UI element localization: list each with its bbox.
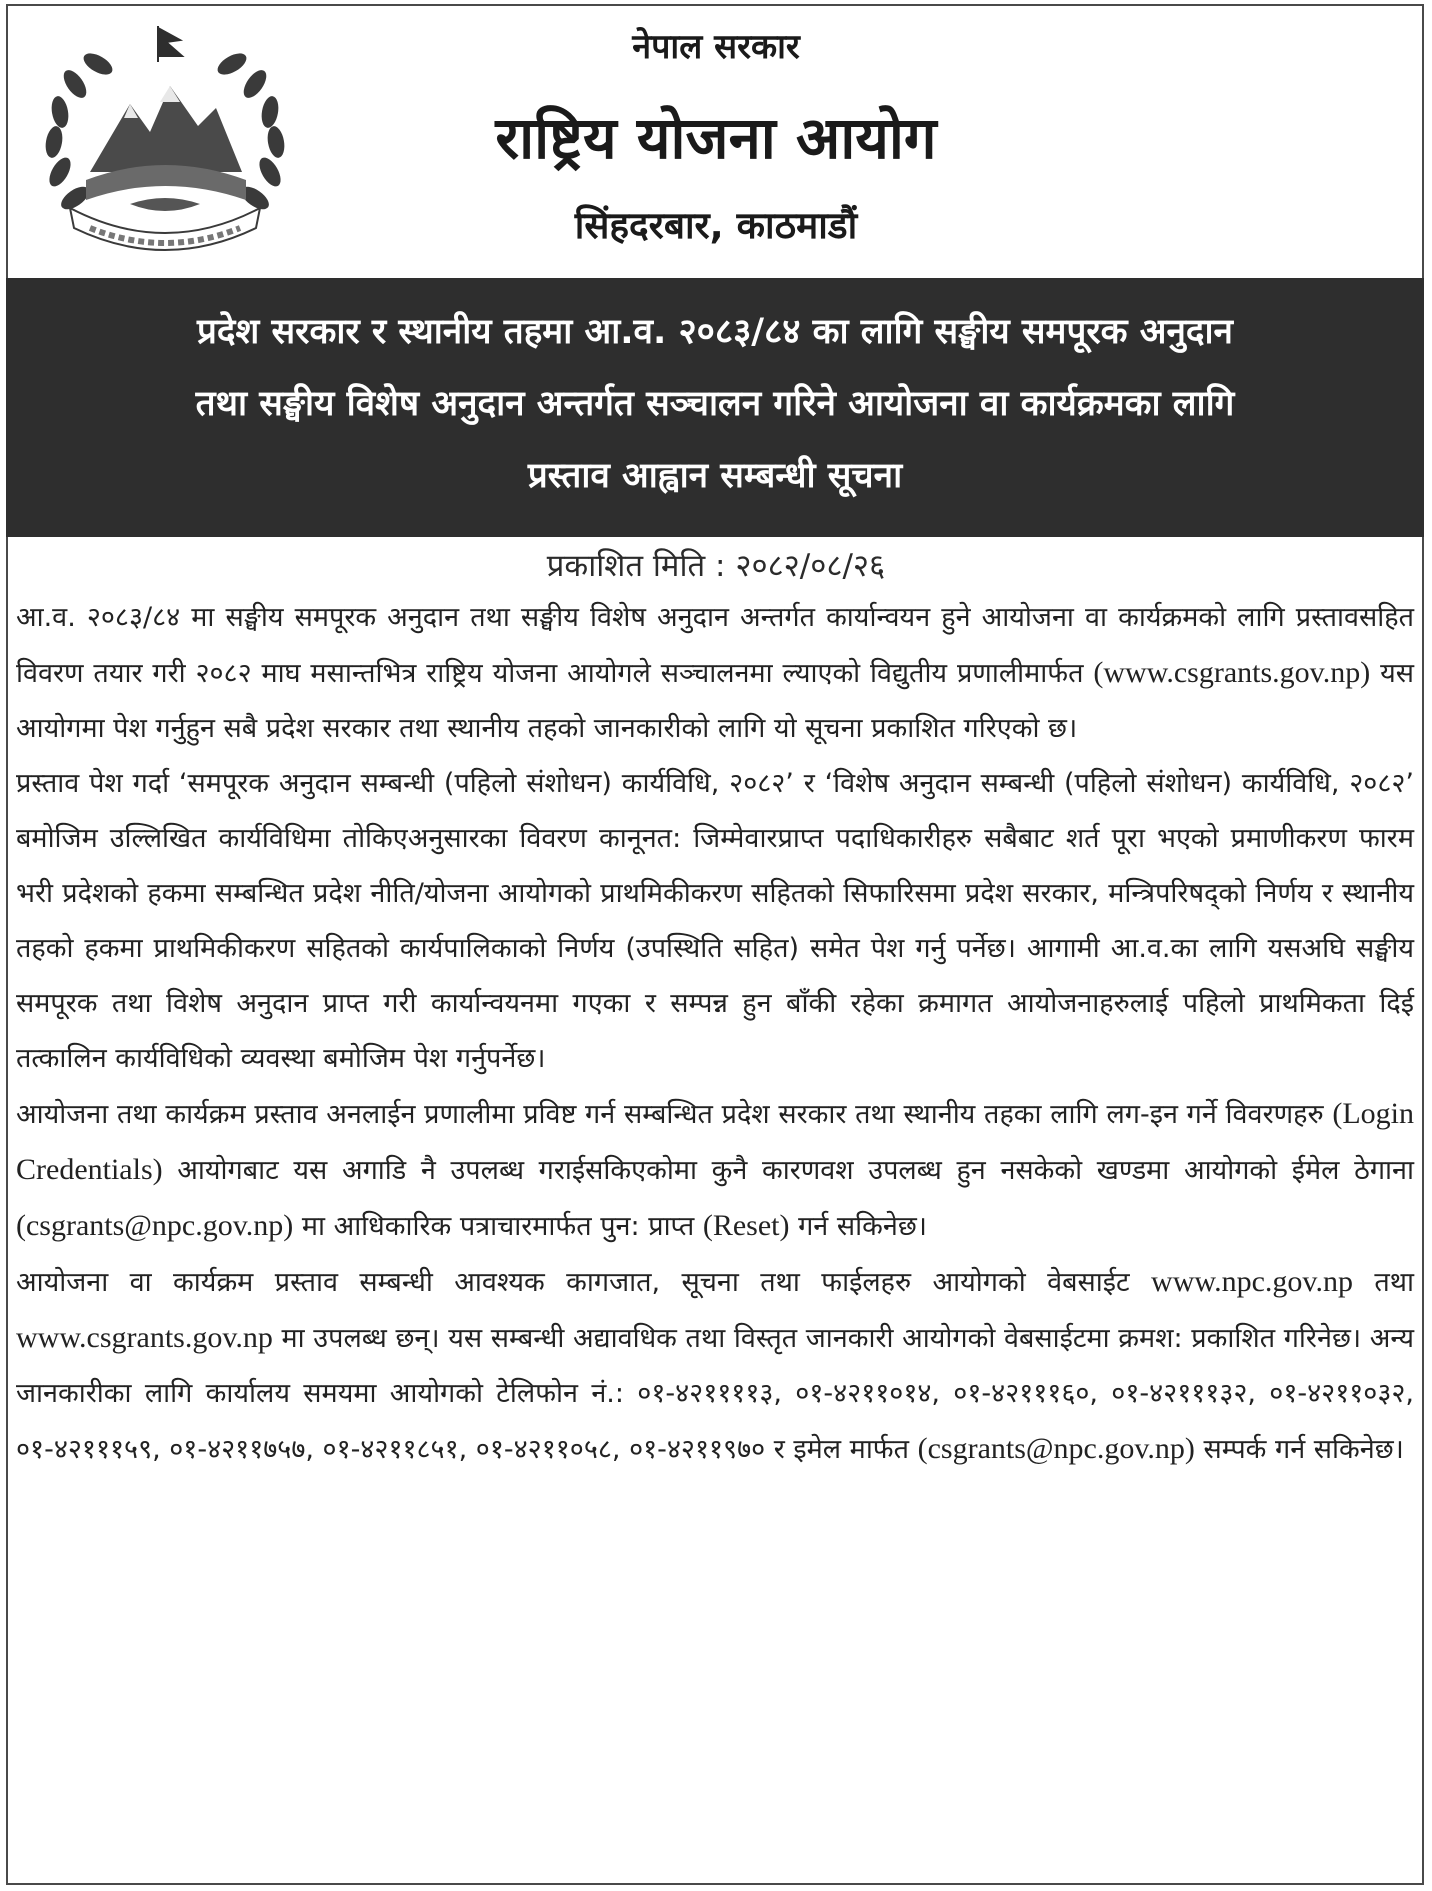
- npc-website-link[interactable]: www.npc.gov.np: [1151, 1265, 1353, 1298]
- paragraph-1-text-a: आ.व. २०८३/८४ मा सङ्घीय समपूरक अनुदान तथा सङ्घीय विशेष अनुदान अन्तर्गत कार्यान्वयन हुने आयोजना वा कार्यक्रमको लागि प्रस्तावसहित विवरण तयार गरी २०८२ माघ मसान्तभित्र राष्ट्रिय योजना आयोगले सञ्चालनमा ल्याएको विद्युतीय प्रणालीमार्फत: [16, 602, 1414, 689]
- notice-title-line-1: प्रदेश सरकार र स्थानीय तहमा आ.व. २०८३/८४ का लागि सङ्घीय समपूरक अनुदान: [197, 312, 1233, 352]
- contact-email[interactable]: (csgrants@npc.gov.np): [16, 1209, 294, 1242]
- paragraph-3-text-d: गर्न सकिनेछ।: [789, 1211, 927, 1242]
- paragraph-4-text-b: तथा: [1352, 1267, 1414, 1298]
- notice-title-line-3: प्रस्ताव आह्वान सम्बन्धी सूचना: [527, 456, 903, 496]
- paragraph-4-text-c: मा उपलब्ध छन्। यस सम्बन्धी अद्यावधिक तथा विस्तृत जानकारी आयोगको वेबसाईटमा क्रमश: प्रकाशित गरिनेछ। अन्य जानकारीका लागि कार्यालय समयमा आयोगको टेलिफोन नं.: ०१-४२११११३, ०१-४२११०१४, ०१-४२१११६०, ०१-४२१११३२, ०१-४२११०३२, ०१-४२१११५९, ०१-४२११७५७, ०१-४२११८५१, ०१-४२११०५८, ०१-४२११९७० र इमेल मार्फत: [16, 1323, 1414, 1465]
- paragraph-1: [16, 590, 1414, 756]
- government-name: नेपाल सरकार: [632, 27, 800, 67]
- csgrants-website-link[interactable]: www.csgrants.gov.np: [16, 1321, 273, 1354]
- paragraph-4-text-a: आयोजना वा कार्यक्रम प्रस्ताव सम्बन्धी आवश्यक कागजात, सूचना तथा फाईलहरु आयोगको वेबसाईट: [16, 1267, 1152, 1298]
- reset-term: (Reset): [702, 1209, 790, 1242]
- paragraph-4: [16, 1254, 1414, 1477]
- paragraph-3-text-b: आयोगबाट यस अगाडि नै उपलब्ध गराईसकिएकोमा कुनै कारणवश उपलब्ध हुन नसकेको खण्डमा आयोगको ईमेल ठेगाना: [162, 1155, 1414, 1186]
- organization-location: सिंहदरबार, काठमाडौं: [574, 204, 858, 247]
- organization-name: राष्ट्रिय योजना आयोग: [495, 104, 937, 172]
- published-date: प्रकाशित मिति : २०८२/०८/२६: [546, 548, 886, 584]
- csgrants-url[interactable]: (www.csgrants.gov.np): [1093, 656, 1371, 689]
- paragraph-3: [16, 1086, 1414, 1254]
- paragraph-3-text-c: मा आधिकारिक पत्राचारमार्फत पुन: प्राप्त: [293, 1211, 703, 1242]
- login-credentials-term: (Login Credentials): [16, 1097, 1414, 1186]
- paragraph-4-text-d: सम्पर्क गर्न सकिनेछ।: [1194, 1434, 1404, 1465]
- contact-email-2[interactable]: (csgrants@npc.gov.np): [917, 1432, 1195, 1465]
- notice-title-line-2: तथा सङ्घीय विशेष अनुदान अन्तर्गत सञ्चालन गरिने आयोजना वा कार्यक्रमका लागि: [195, 384, 1235, 424]
- notice-body: [16, 590, 1414, 1477]
- notice-title-banner: [6, 278, 1424, 537]
- paragraph-3-text-a: आयोजना तथा कार्यक्रम प्रस्ताव अनलाईन प्रणालीमा प्रविष्ट गर्न सम्बन्धित प्रदेश सरकार तथा स्थानीय तहका लागि लग-इन गर्ने विवरणहरु: [16, 1099, 1333, 1130]
- paragraph-1-text-b: यस आयोगमा पेश गर्नुहुन सबै प्रदेश सरकार तथा स्थानीय तहको जानकारीको लागि यो सूचना प्रकाशित गरिएको छ।: [16, 658, 1414, 744]
- paragraph-2: प्रस्ताव पेश गर्दा ‘समपूरक अनुदान सम्बन्धी (पहिलो संशोधन) कार्यविधि, २०८२’ र ‘विशेष अनुदान सम्बन्धी (पहिलो संशोधन) कार्यविधि, २०८२’ बमोजिम उल्लिखित कार्यविधिमा तोकिएअनुसारका विवरण कानूनत: जिम्मेवारप्राप्त पदाधिकारीहरु सबैबाट शर्त पूरा भएको प्रमाणीकरण फारम भरी प्रदेशको हकमा सम्बन्धित प्रदेश नीति/योजना आयोगको प्राथमिकीकरण सहितको सिफारिसमा प्रदेश सरकार, मन्त्रिपरिषद्को निर्णय र स्थानीय तहको हकमा प्राथमिकीकरण सहितको कार्यपालिकाको निर्णय (उपस्थिति सहित) समेत पेश गर्नु पर्नेछ। आगामी आ.व.का लागि यसअघि सङ्घीय समपूरक तथा विशेष अनुदान प्राप्त गरी कार्यान्वयनमा गएका र सम्पन्न हुन बाँकी रहेका क्रमागत आयोजनाहरुलाई पहिलो प्राथमिकता दिई तत्कालिन कार्यविधिको व्यवस्था बमोजिम पेश गर्नुपर्नेछ।: [16, 768, 1414, 1074]
